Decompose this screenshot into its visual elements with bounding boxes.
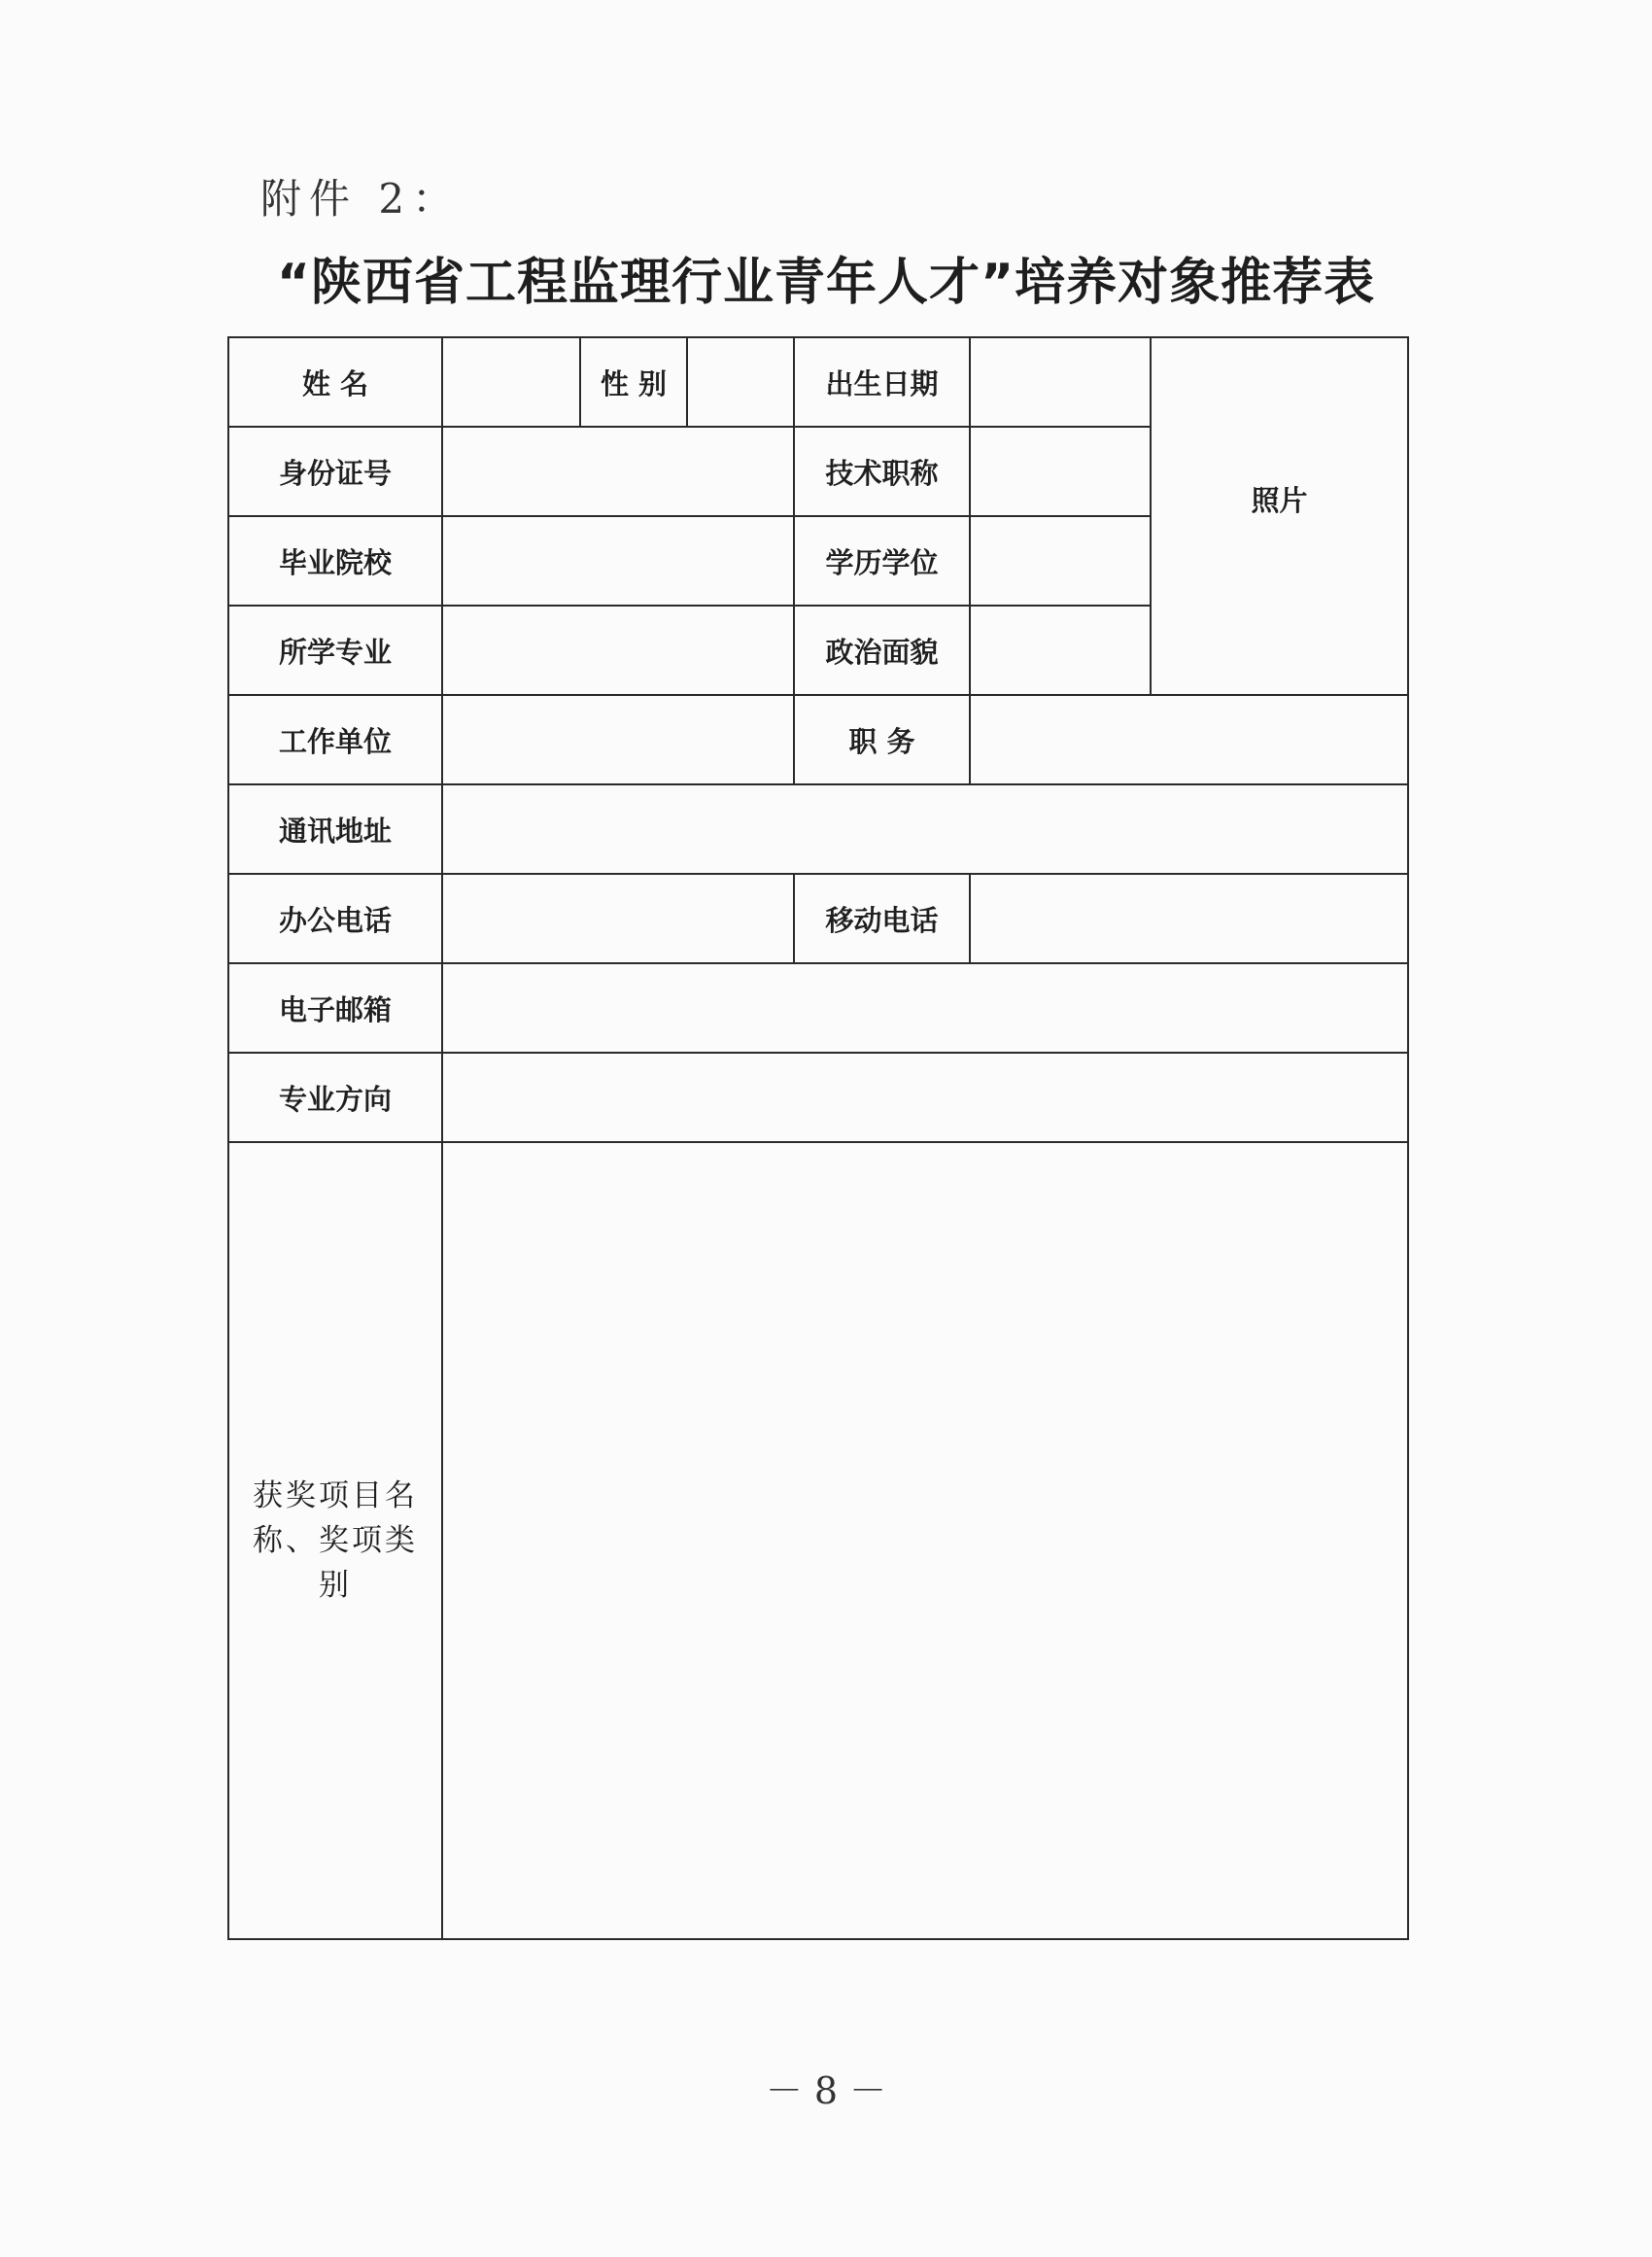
political-status-label: 政治面貌	[794, 606, 970, 695]
awards-label	[243, 1474, 428, 1608]
tech-title-label: 技术职称	[794, 427, 970, 516]
employer-field[interactable]	[442, 695, 794, 784]
tech-title-field[interactable]	[970, 427, 1151, 516]
awards-label-line1: 获奖项目名	[253, 1478, 418, 1513]
position-field[interactable]	[970, 695, 1408, 784]
awards-label-line2: 称、奖项类别	[253, 1523, 418, 1603]
mobile-phone-label: 移动电话	[794, 874, 970, 963]
form-row	[228, 1142, 1408, 1939]
awards-label-cell	[228, 1142, 442, 1939]
address-field[interactable]	[442, 784, 1408, 874]
form-title: “陕西省工程监理行业青年人才”培养对象推荐表	[276, 254, 1376, 312]
specialty-field[interactable]	[442, 1053, 1408, 1142]
form-row	[228, 874, 1408, 963]
position-label: 职 务	[794, 695, 970, 784]
form-row	[228, 1053, 1408, 1142]
major-label: 所学专业	[228, 606, 442, 695]
office-phone-field[interactable]	[442, 874, 794, 963]
recommendation-form-table	[227, 336, 1409, 1940]
form-row	[228, 784, 1408, 874]
attachment-label: 附件 2：	[260, 175, 462, 223]
birth-date-field[interactable]	[970, 337, 1151, 427]
specialty-label: 专业方向	[228, 1053, 442, 1142]
birth-date-label: 出生日期	[794, 337, 970, 427]
photo-cell[interactable]	[1151, 337, 1408, 695]
email-label: 电子邮箱	[228, 963, 442, 1053]
office-phone-label: 办公电话	[228, 874, 442, 963]
gender-label: 性 别	[580, 337, 687, 427]
gender-field[interactable]	[687, 337, 794, 427]
political-status-field[interactable]	[970, 606, 1151, 695]
form-row	[228, 695, 1408, 784]
id-number-field[interactable]	[442, 427, 794, 516]
name-field[interactable]	[442, 337, 580, 427]
degree-label: 学历学位	[794, 516, 970, 606]
page-number: － 8 －	[765, 2069, 887, 2112]
photo-label: 照片	[1251, 483, 1308, 517]
mobile-phone-field[interactable]	[970, 874, 1408, 963]
address-label: 通讯地址	[228, 784, 442, 874]
form-row	[228, 963, 1408, 1053]
school-label: 毕业院校	[228, 516, 442, 606]
employer-label: 工作单位	[228, 695, 442, 784]
form-row	[228, 337, 1408, 427]
major-field[interactable]	[442, 606, 794, 695]
id-number-label: 身份证号	[228, 427, 442, 516]
school-field[interactable]	[442, 516, 794, 606]
degree-field[interactable]	[970, 516, 1151, 606]
awards-field[interactable]	[442, 1142, 1408, 1939]
name-label: 姓 名	[228, 337, 442, 427]
email-field[interactable]	[442, 963, 1408, 1053]
